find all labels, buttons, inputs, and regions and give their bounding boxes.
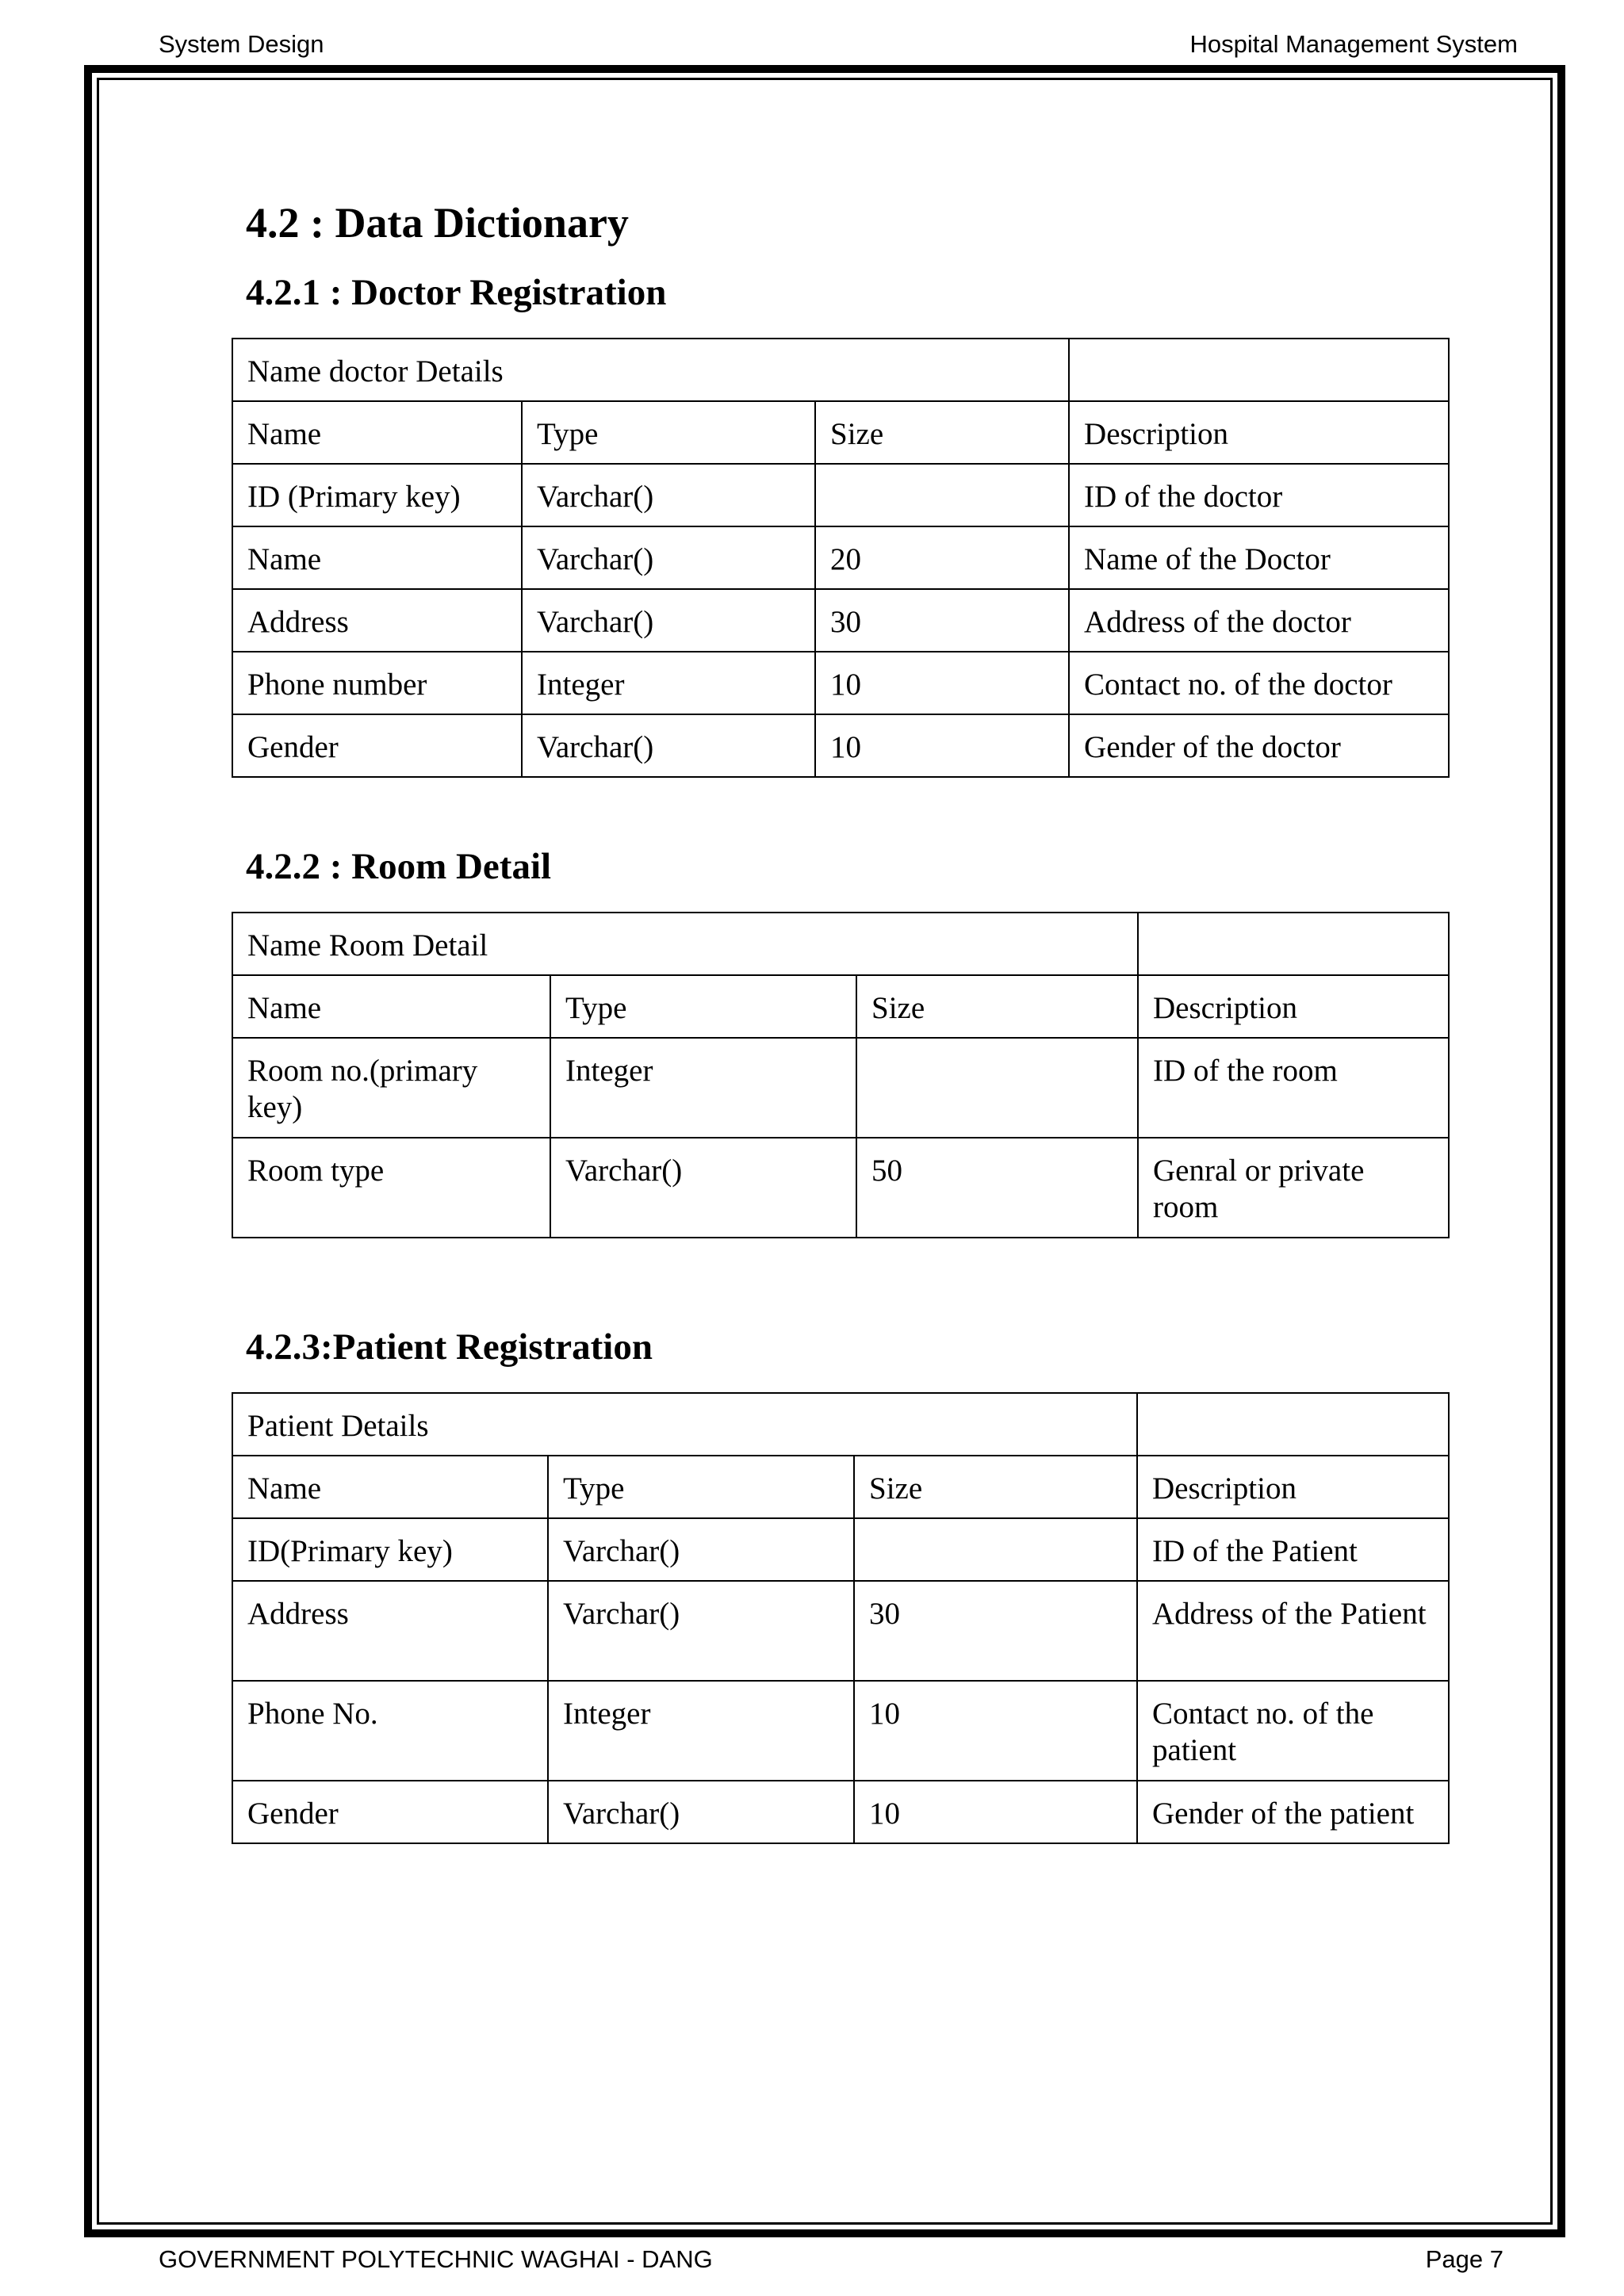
column-header: Type <box>522 401 815 464</box>
table-row <box>232 526 1449 589</box>
table-row <box>232 1518 1449 1581</box>
table-cell: 10 <box>815 714 1069 777</box>
table-cell: Varchar() <box>550 1138 856 1238</box>
table-cell: ID of the Patient <box>1137 1518 1449 1581</box>
table-row <box>232 652 1449 714</box>
table-row <box>232 714 1449 777</box>
table-header-row <box>232 975 1449 1038</box>
column-header: Name <box>232 401 522 464</box>
table-row <box>232 589 1449 652</box>
column-header: Size <box>815 401 1069 464</box>
table-title-row <box>232 339 1449 401</box>
table-title-cell: Name Room Detail <box>232 913 1138 975</box>
table-cell: Integer <box>548 1681 854 1781</box>
table-cell: Gender <box>232 1781 548 1843</box>
running-header-left: System Design <box>159 30 324 58</box>
table-cell: Varchar() <box>522 589 815 652</box>
table-cell: Varchar() <box>548 1781 854 1843</box>
table-cell: Phone No. <box>232 1681 548 1781</box>
table-title-row <box>232 913 1449 975</box>
patient-registration-table <box>232 1392 1450 1844</box>
table-cell <box>1138 913 1449 975</box>
table-cell: Varchar() <box>522 714 815 777</box>
table-cell: Address <box>232 589 522 652</box>
table-cell: 50 <box>856 1138 1138 1238</box>
table-cell: Varchar() <box>548 1518 854 1581</box>
table-cell: Gender of the patient <box>1137 1781 1449 1843</box>
table-cell: Genral or private room <box>1138 1138 1449 1238</box>
table-cell: Varchar() <box>522 464 815 526</box>
subsection-heading-room-detail: 4.2.2 : Room Detail <box>246 846 552 887</box>
table-cell: 30 <box>815 589 1069 652</box>
table-cell: Gender of the doctor <box>1069 714 1449 777</box>
column-header: Description <box>1138 975 1449 1038</box>
table-cell: 10 <box>854 1781 1137 1843</box>
table-cell: Phone number <box>232 652 522 714</box>
table-cell: 10 <box>854 1681 1137 1781</box>
table-header-row <box>232 401 1449 464</box>
table-cell: 10 <box>815 652 1069 714</box>
table-title-cell: Name doctor Details <box>232 339 1069 401</box>
running-footer-left: GOVERNMENT POLYTECHNIC WAGHAI - DANG <box>159 2245 713 2273</box>
table-cell: 30 <box>854 1581 1137 1681</box>
table-cell: Gender <box>232 714 522 777</box>
table-cell: ID of the room <box>1138 1038 1449 1138</box>
table-row <box>232 1781 1449 1843</box>
table-row <box>232 1138 1449 1238</box>
column-header: Description <box>1137 1456 1449 1518</box>
table-cell: 20 <box>815 526 1069 589</box>
column-header: Type <box>548 1456 854 1518</box>
subsection-heading-doctor-registration: 4.2.1 : Doctor Registration <box>246 272 667 313</box>
table-cell <box>1137 1393 1449 1456</box>
table-cell: Varchar() <box>522 526 815 589</box>
table-cell: Contact no. of the patient <box>1137 1681 1449 1781</box>
column-header: Name <box>232 975 550 1038</box>
table-cell: Name of the Doctor <box>1069 526 1449 589</box>
table-title-row <box>232 1393 1449 1456</box>
doctor-registration-table <box>232 338 1450 778</box>
section-heading-data-dictionary: 4.2 : Data Dictionary <box>246 199 629 247</box>
table-cell: ID(Primary key) <box>232 1518 548 1581</box>
column-header: Size <box>856 975 1138 1038</box>
table-cell: Address of the Patient <box>1137 1581 1449 1681</box>
table-cell <box>856 1038 1138 1138</box>
table-cell: Integer <box>522 652 815 714</box>
table-cell <box>815 464 1069 526</box>
table-row <box>232 1038 1449 1138</box>
table-cell: ID of the doctor <box>1069 464 1449 526</box>
table-cell <box>854 1518 1137 1581</box>
table-cell: Address of the doctor <box>1069 589 1449 652</box>
table-cell: Room no.(primary key) <box>232 1038 550 1138</box>
table-cell: Room type <box>232 1138 550 1238</box>
table-cell: Address <box>232 1581 548 1681</box>
column-header: Size <box>854 1456 1137 1518</box>
page-number: Page 7 <box>1425 2245 1503 2273</box>
table-title-cell: Patient Details <box>232 1393 1137 1456</box>
column-header: Type <box>550 975 856 1038</box>
table-row <box>232 1681 1449 1781</box>
table-cell <box>1069 339 1449 401</box>
column-header: Name <box>232 1456 548 1518</box>
column-header: Description <box>1069 401 1449 464</box>
table-header-row <box>232 1456 1449 1518</box>
table-cell: ID (Primary key) <box>232 464 522 526</box>
table-cell: Name <box>232 526 522 589</box>
table-cell: Integer <box>550 1038 856 1138</box>
table-cell: Contact no. of the doctor <box>1069 652 1449 714</box>
subsection-heading-patient-registration: 4.2.3:Patient Registration <box>246 1326 653 1368</box>
table-row <box>232 1581 1449 1681</box>
table-row <box>232 464 1449 526</box>
running-header-right: Hospital Management System <box>1189 30 1518 58</box>
room-detail-table <box>232 912 1450 1238</box>
table-cell: Varchar() <box>548 1581 854 1681</box>
